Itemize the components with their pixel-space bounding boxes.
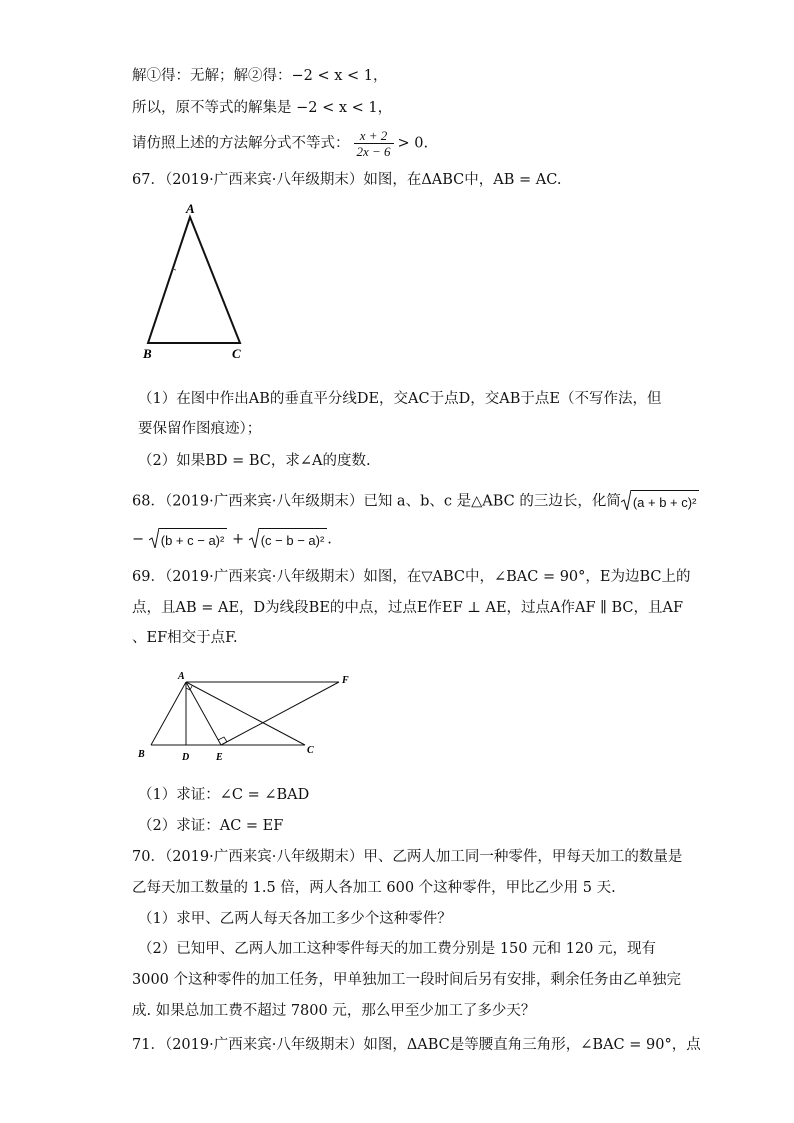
label-e-69: E — [216, 752, 223, 763]
question-68-prefix: 68．（2019·广西来宾·八年级期末）已知 a、b、c 是△ABC 的三边长，化简 — [132, 493, 621, 510]
sqrt-expression-2 — [149, 528, 228, 551]
sqrt-expression-1 — [621, 490, 700, 513]
label-c-69: C — [307, 745, 314, 756]
tick-mark — [173, 269, 176, 270]
text-line-1: 解①得：无解；解②得：−2 < x < 1， — [132, 68, 388, 84]
text-line-3 — [132, 128, 672, 159]
question-67-part-2: （2）如果BD = BC，求∠A的度数. — [138, 453, 371, 469]
radicand-2: (b + c − a)² — [159, 528, 228, 551]
sqrt-expression-3 — [249, 528, 328, 551]
fraction-denominator: 2x − 6 — [356, 144, 391, 159]
question-70-part-1: （1）求甲、乙两人每天各加工多少个这种零件？ — [138, 911, 452, 927]
triangle-abc-67 — [148, 217, 240, 343]
segment-ef — [221, 682, 339, 745]
radicand-3: (c − b − a)² — [259, 528, 328, 551]
fraction-numerator: x + 2 — [354, 128, 394, 144]
segment-ab — [151, 682, 186, 745]
plus-sign: + — [231, 531, 245, 548]
minus-sign: − — [132, 531, 145, 548]
label-a-69: A — [178, 671, 185, 682]
figure-69-diagram — [134, 668, 364, 768]
question-70-line-1: 70．（2019·广西来宾·八年级期末）甲、乙两人加工同一种零件，甲每天加工的数量是 — [132, 849, 683, 865]
question-70-part-2c: 成. 如果总加工费不超过 7800 元，那么甲至少加工了多少天？ — [132, 1003, 536, 1019]
text-line-3-prefix: 请仿照上述的方法解分式不等式： — [132, 135, 350, 152]
fraction — [354, 128, 394, 159]
question-69-line-3: 、EF相交于点F. — [132, 630, 238, 646]
question-67-title: 67．（2019·广西来宾·八年级期末）如图，在ΔABC中，AB = AC. — [132, 172, 562, 188]
question-71-title: 71．（2019·广西来宾·八年级期末）如图，ΔABC是等腰直角三角形，∠BAC = 90°，点 — [132, 1037, 701, 1053]
label-c-67: C — [232, 346, 241, 361]
question-67-part-1b: 要保留作图痕迹）； — [138, 421, 262, 437]
text-line-2: 所以，原不等式的解集是 −2 < x < 1， — [132, 100, 393, 116]
question-69-part-2: （2）求证：AC = EF — [138, 818, 284, 834]
period: . — [327, 531, 332, 548]
text-line-3-suffix: > 0. — [397, 135, 429, 152]
label-d-69: D — [182, 752, 190, 763]
question-67-part-1a: （1）在图中作出AB的垂直平分线DE，交AC于点D，交AB于点E（不写作法，但 — [138, 391, 662, 407]
question-69-line-2: 点，且AB = AE，D为线段BE的中点，过点E作EF ⊥ AE，过点A作AF ∥ BC，且AF — [132, 600, 684, 616]
question-70-part-2b: 3000 个这种零件的加工任务，甲单独加工一段时间后另有安排，剩余任务由乙单独完 — [132, 972, 682, 988]
question-68-title — [132, 490, 697, 513]
question-70-part-2a: （2）已知甲、乙两人加工这种零件每天的加工费分别是 150 元和 120 元，现有 — [138, 941, 657, 957]
question-69-line-1: 69．（2019·广西来宾·八年级期末）如图，在▽ABC中，∠BAC = 90°，E为边BC上的 — [132, 569, 691, 585]
question-70-line-2: 乙每天加工数量的 1.5 倍，两人各加工 600 个这种零件，甲比乙少用 5 天. — [132, 880, 616, 896]
radicand-1: (a + b + c)² — [631, 490, 700, 513]
label-f-69: F — [342, 675, 349, 686]
question-69-part-1: （1）求证：∠C = ∠BAD — [138, 787, 310, 803]
label-a-67: A — [186, 201, 195, 216]
figure-67-triangle — [138, 200, 258, 365]
question-68-line-2 — [132, 528, 672, 551]
label-b-69: B — [138, 749, 145, 760]
label-b-67: B — [143, 346, 152, 361]
